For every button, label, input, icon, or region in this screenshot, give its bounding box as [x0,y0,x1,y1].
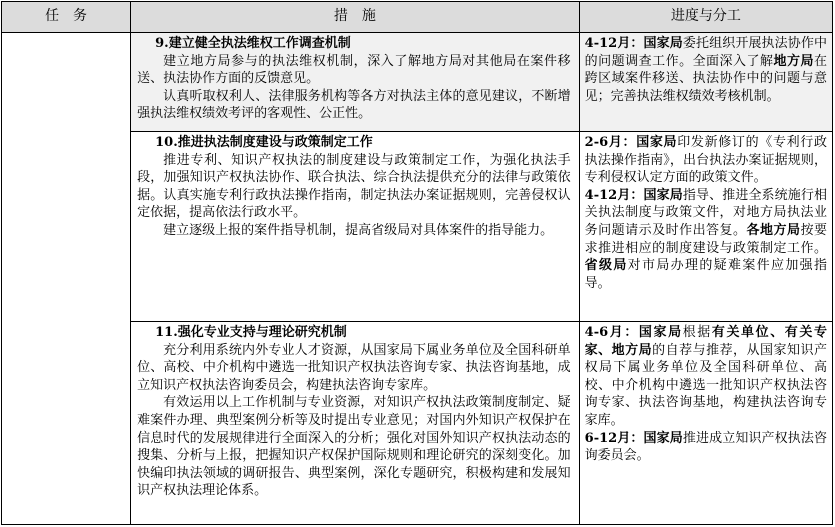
progress-period: 6-12月： [584,430,644,446]
progress-text: 印发新修订的《专利行政执法操作指南》，出台执法办案证据规则，专利侵权认定方面的政策文件。 [584,135,827,186]
table-row [2,33,833,132]
progress-lead: 国家局 [643,430,683,446]
progress-period: 2-6月： [584,135,637,150]
measure-cell [131,33,580,132]
measure-paragraph: 推进专利、知识产权执法的制度建设与政策制定工作，为强化执法手段，加强知识产权执法协作、联合执法、综合执法提供充分的法律与政策依据。认真实施专利行政执法操作指南，制定执法办案证据规则，完善侵权认定依据，提高依法行政水平。 [137,152,571,221]
measure-paragraph: 认真听取权利人、法律服务机构等各方对执法主体的意见建议，不断增强执法维权绩效考评的客观性、公正性。 [137,88,571,122]
progress-cell [579,322,832,525]
measure-title: 9.建立健全执法维权工作调查机制 [155,36,351,51]
measure-title: 10.推进执法制度建设与政策制定工作 [155,135,373,150]
progress-lead: 地方局 [773,53,814,69]
task-cell [2,33,131,525]
measure-paragraph: 充分利用系统内外专业人才资源，从国家局下属业务单位及全国科研单位、高校、中介机构中遴选一批知识产权执法咨询专家、执法咨询基地，成立知识产权执法咨询委员会，构建执法咨询专家库。 [137,342,571,393]
progress-lead: 有关单位、有关专家、地方局 [584,325,827,358]
progress-lead: 国家局 [636,135,678,150]
progress-item [585,134,827,187]
progress-cell [579,33,832,132]
progress-item [585,35,827,105]
progress-item [585,430,827,465]
measure-paragraph: 建立逐级上报的案件指导机制，提高省级局对具体案件的指导能力。 [163,222,554,238]
measure-title: 11.强化专业支持与理论研究机制 [155,325,347,340]
progress-item [585,187,827,293]
header-measure: 措 施 [131,2,580,33]
progress-lead: 国家局 [643,187,683,203]
progress-text: 在跨区域案件移送、执法协作中的问题与意见；完善执法维权绩效考核机制。 [584,53,827,104]
header-progress: 进度与分工 [579,2,832,33]
progress-text: 委托组织开展执法协作中的问题调查工作。全面深入了解 [584,36,827,69]
progress-period: 4-6月： [584,325,639,340]
progress-cell [579,132,832,322]
measure-cell [131,132,580,322]
measure-paragraph: 有效运用以上工作机制与专业资源，对知识产权执法政策制度制定、疑难案件办理、典型案例分析等及时提出专业意见；对国内外知识产权保护在信息时代的发展规律进行全面深入的分析；强化对国外知识产权执法动态的搜集、分析与上报，把握知识产权保护国际规则和理论研究的深刻变化。加快编印执法领域的调研报告、典型案例，深化专题研究，积极构建和发展知识产权执法理论体系。 [137,395,571,499]
progress-text: 对市局办理的疑难案件应加强指导。 [584,258,827,291]
progress-item [585,324,827,430]
progress-period: 4-12月： [584,36,644,51]
progress-text: 推进成立知识产权执法咨询委员会。 [584,430,827,464]
progress-text: 根据 [682,325,712,340]
progress-lead: 国家局 [638,325,683,340]
progress-text: 指导、推进全系统施行相关执法制度与政策文件，对地方局执法业务问题请示及时作出答复。 [584,187,827,238]
progress-text: 的自荐与推荐，从国家知识产权局下属业务单位及全国科研单位、高校、中介机构中遴选一批知识产权执法咨询专家、执法咨询基地，构建执法咨询专家库。 [584,342,827,428]
measure-paragraph: 建立地方局参与的执法维权机制，深入了解地方局对其他局在案件移送、执法协作方面的反馈意见。 [137,53,571,87]
progress-period: 4-12月： [584,187,644,203]
progress-text: 按要求推进相应的制度建设与政策制定工作。 [584,222,827,256]
measure-cell [131,322,580,525]
table-header-row [2,2,833,33]
progress-lead: 国家局 [643,36,683,51]
header-task: 任 务 [2,2,131,33]
progress-lead: 省级局 [584,258,628,274]
progress-lead: 各地方局 [746,222,801,238]
task-table [1,1,833,525]
